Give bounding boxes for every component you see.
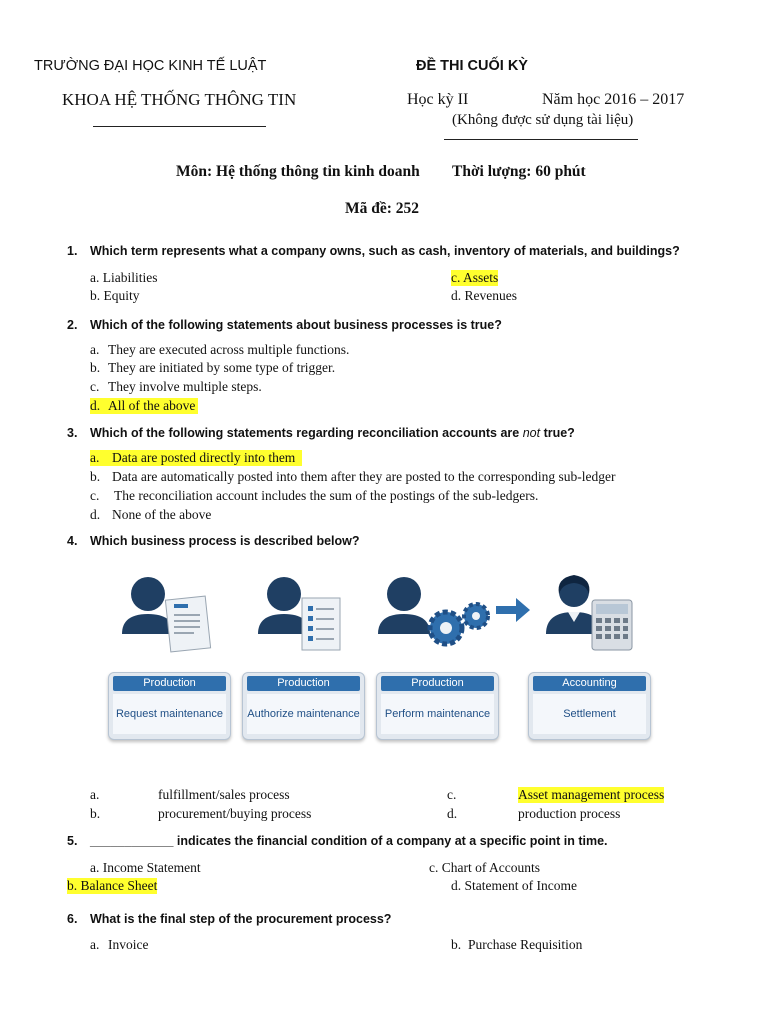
option-letter: d.: [90, 507, 101, 522]
subject: Môn: Hệ thống thông tin kinh doanh: [176, 163, 420, 180]
option-letter: a.: [90, 450, 100, 465]
option-b: They are initiated by some type of trigger.: [108, 360, 336, 375]
option-d: d. Statement of Income: [451, 878, 577, 893]
duration: Thời lượng: 60 phút: [452, 163, 586, 180]
question-number: 2.: [67, 318, 78, 332]
step-department: Production: [381, 676, 494, 691]
option-a: fulfillment/sales process: [158, 787, 290, 802]
person-gears-icon: [378, 577, 488, 644]
university-name: TRƯỜNG ĐẠI HỌC KINH TẾ LUẬT: [34, 58, 267, 74]
option-letter: b.: [90, 360, 101, 375]
process-step-card: [528, 672, 651, 740]
option-b: Data are automatically posted into them after they are posted to the corresponding sub-ledger: [112, 469, 616, 484]
option-b-answer: b. Balance Sheet: [67, 878, 158, 893]
question-text: ____________ indicates the financial condition of a company at a specific point in time.: [90, 834, 608, 848]
step-department: Production: [113, 676, 226, 691]
option-a: They are executed across multiple functions.: [108, 342, 350, 357]
option-b: b. Equity: [90, 288, 140, 303]
note-underline: [444, 139, 638, 140]
option-d: d. Revenues: [451, 288, 517, 303]
step-department: Production: [247, 676, 360, 691]
exam-title: ĐỀ THI CUỐI KỲ: [416, 58, 528, 74]
question-text: Which of the following statements about business processes is true?: [90, 318, 502, 332]
exam-code: Mã đề: 252: [345, 200, 420, 217]
option-letter: c.: [90, 379, 100, 394]
semester: Học kỳ II: [407, 91, 469, 108]
question-text: Which term represents what a company owns, such as cash, inventory of materials, and buildings?: [90, 244, 680, 258]
option-d: production process: [518, 806, 621, 821]
process-diagram: [104, 564, 652, 744]
exam-note: (Không được sử dụng tài liệu): [452, 112, 634, 128]
option-c: c. Chart of Accounts: [429, 860, 540, 875]
option-a: a. Liabilities: [90, 270, 158, 285]
diagram-icons: [104, 564, 652, 664]
option-letter: a.: [90, 937, 100, 952]
option-c: The reconciliation account includes the sum of the postings of the sub-ledgers.: [114, 488, 539, 503]
option-b: procurement/buying process: [158, 806, 312, 821]
option-d-answer: [90, 398, 198, 414]
emphasis-not: not: [522, 426, 541, 440]
question-number: 5.: [67, 834, 78, 848]
question-text: What is the final step of the procurement process?: [90, 912, 392, 926]
step-label: Request maintenance: [113, 694, 226, 734]
process-step-card: [376, 672, 499, 740]
option-letter: c.: [90, 488, 100, 503]
school-year: Năm học 2016 – 2017: [542, 91, 685, 108]
step-label: Authorize maintenance: [247, 694, 360, 734]
department-underline: [93, 126, 266, 127]
process-arrow-icon: [496, 598, 530, 622]
process-step-card: [242, 672, 365, 740]
option-letter: b.: [451, 937, 462, 952]
department-name: KHOA HỆ THỐNG THÔNG TIN: [62, 90, 297, 109]
option-text: All of the above: [108, 398, 196, 413]
question-number: 1.: [67, 244, 78, 258]
option-letter: a.: [90, 342, 100, 357]
person-checklist-icon: [258, 577, 340, 650]
option-a: a. Income Statement: [90, 860, 201, 875]
option-a: Invoice: [108, 937, 149, 952]
question-number: 3.: [67, 426, 78, 440]
question-number: 4.: [67, 534, 78, 548]
process-step-card: [108, 672, 231, 740]
woman-calculator-icon: [546, 575, 632, 650]
question-text: Which business process is described below?: [90, 534, 360, 548]
step-label: Settlement: [533, 694, 646, 734]
option-text: Data are posted directly into them: [112, 450, 296, 465]
option-letter: d.: [90, 398, 101, 413]
step-label: Perform maintenance: [381, 694, 494, 734]
step-department: Accounting: [533, 676, 646, 691]
question-text: Which of the following statements regarding reconciliation accounts are not true?: [90, 426, 575, 440]
option-b: Purchase Requisition: [468, 937, 583, 952]
option-a-answer: [90, 450, 302, 466]
option-d: None of the above: [112, 507, 212, 522]
option-c: They involve multiple steps.: [108, 379, 262, 394]
question-number: 6.: [67, 912, 78, 926]
option-letter: d.: [447, 806, 458, 821]
option-c-answer: c. Assets: [451, 270, 499, 285]
option-letter: c.: [447, 787, 457, 802]
option-letter: b.: [90, 806, 101, 821]
person-document-icon: [122, 577, 211, 652]
option-letter: b.: [90, 469, 101, 484]
option-letter: a.: [90, 787, 100, 802]
option-c-answer: Asset management process: [518, 787, 665, 802]
